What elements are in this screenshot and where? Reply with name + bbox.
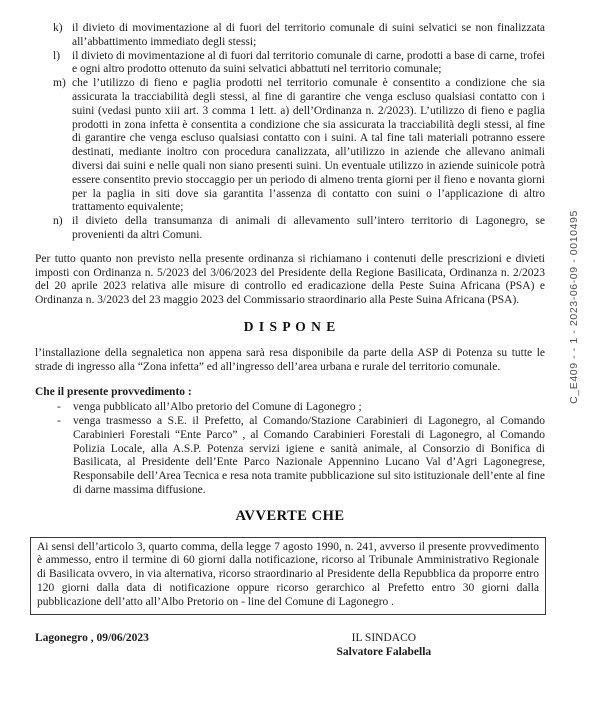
list-item-text: che l’utilizzo di fieno e paglia prodotti nel territorio comunale è consentito a condizione che sia assicurata la tracciabilità degli stessi, al fine di garantire che venga escluso qualsiasi contatto con i suini (vedasi punto xiii art. 3 comma 1 lett. a) dell’Ordinanza n. 2/2023). L’utilizzo di fieno e paglia prodotti in zona infetta è consentita a condizione che sia assicurata la tracciabilità degli stessi, al fine di garantire che venga escluso qualsiasi contatto con i suini. A tal fine tali materiali potranno essere destinati, mediante inoltro con procedura canalizzata, all’utilizzo in aziende che allevano animali diversi dai suini e nelle quali non siano presenti suini. Un eventuale utilizzo in aziende suinicole potrà essere consentito previo stoccaggio per un periodo di almeno trenta giorni per il fieno e novanta giorni per la paglia in siti dove sia garantita l’assenza di contatto con suini o l’applicazione di altro trattamento equivalente; <box>72 77 545 214</box>
signature-name: Salvatore Falabella <box>336 646 432 659</box>
dash-item-albo <box>57 401 545 415</box>
list-item-n <box>53 215 545 243</box>
prohibitions-list <box>35 22 545 243</box>
list-marker: m) <box>53 77 66 90</box>
provvedimento-subheading: Che il presente provvedimento : <box>35 386 192 399</box>
list-marker: l) <box>53 49 61 62</box>
signage-paragraph: l’installazione della segnaletica non appena sarà resa disponibile da parte della ASP di Potenza su tutte le strade di ingresso alla “Zona infetta” ed all’ingresso dell’area urbana e rurale del territorio comunale. <box>35 346 545 373</box>
dash-marker: - <box>57 401 61 414</box>
avverte-heading: AVVERTE CHE <box>235 507 345 524</box>
document-content <box>35 22 545 660</box>
publication-list <box>35 401 545 498</box>
dash-marker: - <box>57 414 61 427</box>
signature-block <box>264 632 504 660</box>
dash-item-trasmissione <box>57 415 545 498</box>
appeal-notice-box <box>30 537 546 616</box>
signature-title: IL SINDACO <box>351 632 417 645</box>
protocol-number-sidebar: C_E409 - - 1 - 2023-06-09 - 0010495 <box>568 210 580 404</box>
dash-item-text: venga trasmesso a S.E. il Prefetto, al Comando/Stazione Carabinieri di Lagonegro, al Comando Carabinieri Forestali “Ente Parco” , al Comando Carabinieri Forestali di Lagonegro, al Comando Polizia Locale, alla A.S.P. Potenza servizi igiene e sanità animale, al Consorzio di Bonifica di Basilicata, al Presidente dell’Ente Parco Nazionale Appennino Lucano Val d’Agri Lagonegrese, Responsabile dell’Area Tecnica e resa nota tramite pubblicazione sul sito istituzionale dell’ente al fine di darne massima diffusione. <box>73 414 545 496</box>
appeal-notice-text: Ai sensi dell’articolo 3, quarto comma, della legge 7 agosto 1990, n. 241, avverso il presente provvedimento è ammesso, entro il termine di 60 giorni dalla notificazione, ricorso al Tribunale Amministrativo Regionale di Basilicata ovvero, in via alternativa, ricorso straordinario al Presidente della Repubblica da proporre entro 120 giorni dalla data di notificazione oppure ricorso gerarchico al Prefetto entro 30 giorni dalla pubblicazione dell’atto all’Albo Pretorio on - line del Comune di Lagonegro . <box>37 540 539 608</box>
list-item-l <box>53 50 545 78</box>
list-marker: n) <box>53 215 63 228</box>
list-item-text: il divieto della transumanza di animali di allevamento sull’intero territorio di Lagonegro, se provenienti da altri Comuni. <box>72 215 545 241</box>
place-date: Lagonegro , 09/06/2023 <box>35 632 149 645</box>
list-item-m <box>53 77 545 215</box>
list-item-text: il divieto di movimentazione al di fuori dal territorio comunale di carne, prodotti a base di carne, trofei e ogni altro prodotto ottenuto da suini selvatici abbattuti nel territorio comunale; <box>72 49 545 76</box>
list-marker: k) <box>53 22 63 34</box>
dash-item-text: venga pubblicato all’Albo pretorio del Comune di Lagonegro ; <box>73 401 362 414</box>
list-item-k <box>53 22 545 50</box>
footer <box>35 632 545 660</box>
dispone-heading: D I S P O N E <box>243 318 337 334</box>
list-item-text: il divieto di movimentazione al di fuori del territorio comunale di suini selvatici se non finalizzata all’abbattimento immediato degli stessi; <box>72 22 545 48</box>
reference-paragraph: Per tutto quanto non previsto nella presente ordinanza si richiamano i contenuti delle prescrizioni e divieti imposti con Ordinanza n. 5/2023 del 3/06/2023 del Presidente della Regione Basilicata, Ordinanza n. 2/2023 del 20 aprile 2023 relativa alle misure di controllo ed eradicazione della Peste Suina Africana (PSA) e Ordinanza n. 3/2023 del 23 maggio 2023 del Commissario straordinario alla Peste Suina Africana (PSA). <box>35 252 545 307</box>
